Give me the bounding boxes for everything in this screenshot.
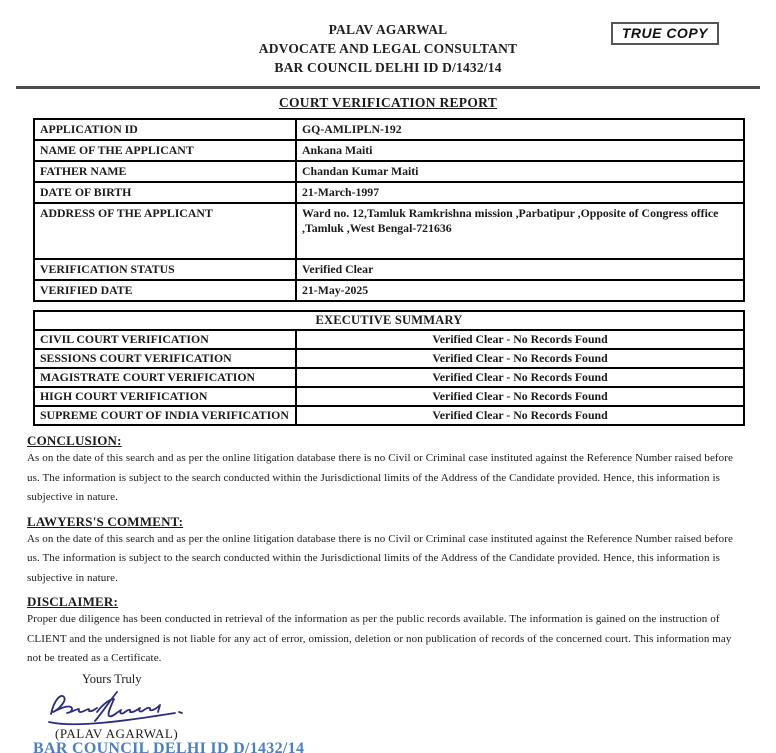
detail-label: VERIFIED DATE [34, 280, 296, 301]
table-row [34, 280, 744, 301]
table-row [34, 203, 744, 259]
summary-label: SESSIONS COURT VERIFICATION [34, 349, 296, 368]
detail-label: FATHER NAME [34, 161, 296, 182]
table-row [34, 259, 744, 280]
detail-label: NAME OF THE APPLICANT [34, 140, 296, 161]
detail-value: Chandan Kumar Maiti [296, 161, 744, 182]
summary-label: SUPREME COURT OF INDIA VERIFICATION [34, 406, 296, 425]
table-row [34, 140, 744, 161]
report-title: COURT VERIFICATION REPORT [278, 95, 498, 110]
table-row [34, 182, 744, 203]
detail-label: VERIFICATION STATUS [34, 259, 296, 280]
conclusion-body: As on the date of this search and as per the online litigation database there is no Civil or Criminal case instituted against the Reference Number raised before us. The information is subject to the search conducted within the Jurisdictional limits of the Address of the Candidate provided. Hence, this information is subjective in nature. [27, 452, 734, 503]
true-copy-stamp: TRUE COPY [611, 22, 719, 45]
summary-label: HIGH COURT VERIFICATION [34, 387, 296, 406]
signature-image [45, 689, 776, 727]
advocate-bar-id: BAR COUNCIL DELHI ID D/1432/14 [274, 60, 502, 75]
advocate-name: PALAV AGARWAL [328, 22, 448, 37]
applicant-details-table [33, 118, 745, 302]
executive-summary-table [33, 310, 745, 426]
conclusion-heading: CONCLUSION: [27, 433, 122, 448]
table-row [34, 119, 744, 140]
detail-label: DATE OF BIRTH [34, 182, 296, 203]
summary-label: CIVIL COURT VERIFICATION [34, 330, 296, 349]
signatory-bar-council-id: BAR COUNCIL DELHI ID D/1432/14 [33, 740, 305, 753]
table-row [34, 406, 744, 425]
detail-value: 21-March-1997 [296, 182, 744, 203]
lawyers-comment-body: As on the date of this search and as per the online litigation database there is no Civil or Criminal case instituted against the Reference Number raised before us. The information is subject to the search conducted within the Jurisdictional limits of the Address of the Candidate provided. Hence, this information is subjective in nature. [27, 532, 734, 584]
closing-text: Yours Truly [82, 671, 142, 686]
report-sections [27, 433, 743, 669]
disclaimer-heading: DISCLAIMER: [27, 594, 119, 609]
table-row [34, 161, 744, 182]
table-row [34, 387, 744, 406]
summary-value: Verified Clear - No Records Found [296, 349, 744, 368]
disclaimer-body: Proper due diligence has been conducted in retrieval of the information as per the public records available. The information is gained on the instruction of CLIENT and the undersigned is not liable for any act of error, omission, deletion or non publication of records of the concerned court. This information may not be treated as a Certificate. [27, 613, 732, 664]
summary-value: Verified Clear - No Records Found [296, 368, 744, 387]
summary-title: EXECUTIVE SUMMARY [34, 311, 744, 330]
header-divider [16, 86, 760, 89]
detail-value: 21-May-2025 [296, 280, 744, 301]
advocate-title: ADVOCATE AND LEGAL CONSULTANT [258, 41, 518, 56]
summary-value: Verified Clear - No Records Found [296, 387, 744, 406]
detail-value: Verified Clear [296, 259, 744, 280]
table-header-row [34, 311, 744, 330]
detail-value: Ankana Maiti [296, 140, 744, 161]
detail-value: Ward no. 12,Tamluk Ramkrishna mission ,Parbatipur ,Opposite of Congress office ,Tamluk ,West Bengal-721636 [296, 203, 744, 259]
table-row [34, 368, 744, 387]
section-lawyers-comment [27, 514, 743, 589]
table-row [34, 349, 744, 368]
detail-value: GQ-AMLIPLN-192 [296, 119, 744, 140]
summary-label: MAGISTRATE COURT VERIFICATION [34, 368, 296, 387]
table-row [34, 330, 744, 349]
detail-label: APPLICATION ID [34, 119, 296, 140]
signatory-name: (PALAV AGARWAL) [55, 725, 179, 741]
section-conclusion [27, 433, 743, 508]
section-disclaimer [27, 594, 743, 669]
lawyers-comment-heading: LAWYERS'S COMMENT: [27, 513, 184, 529]
summary-value: Verified Clear - No Records Found [296, 330, 744, 349]
detail-label: ADDRESS OF THE APPLICANT [34, 203, 296, 259]
summary-value: Verified Clear - No Records Found [296, 406, 744, 425]
